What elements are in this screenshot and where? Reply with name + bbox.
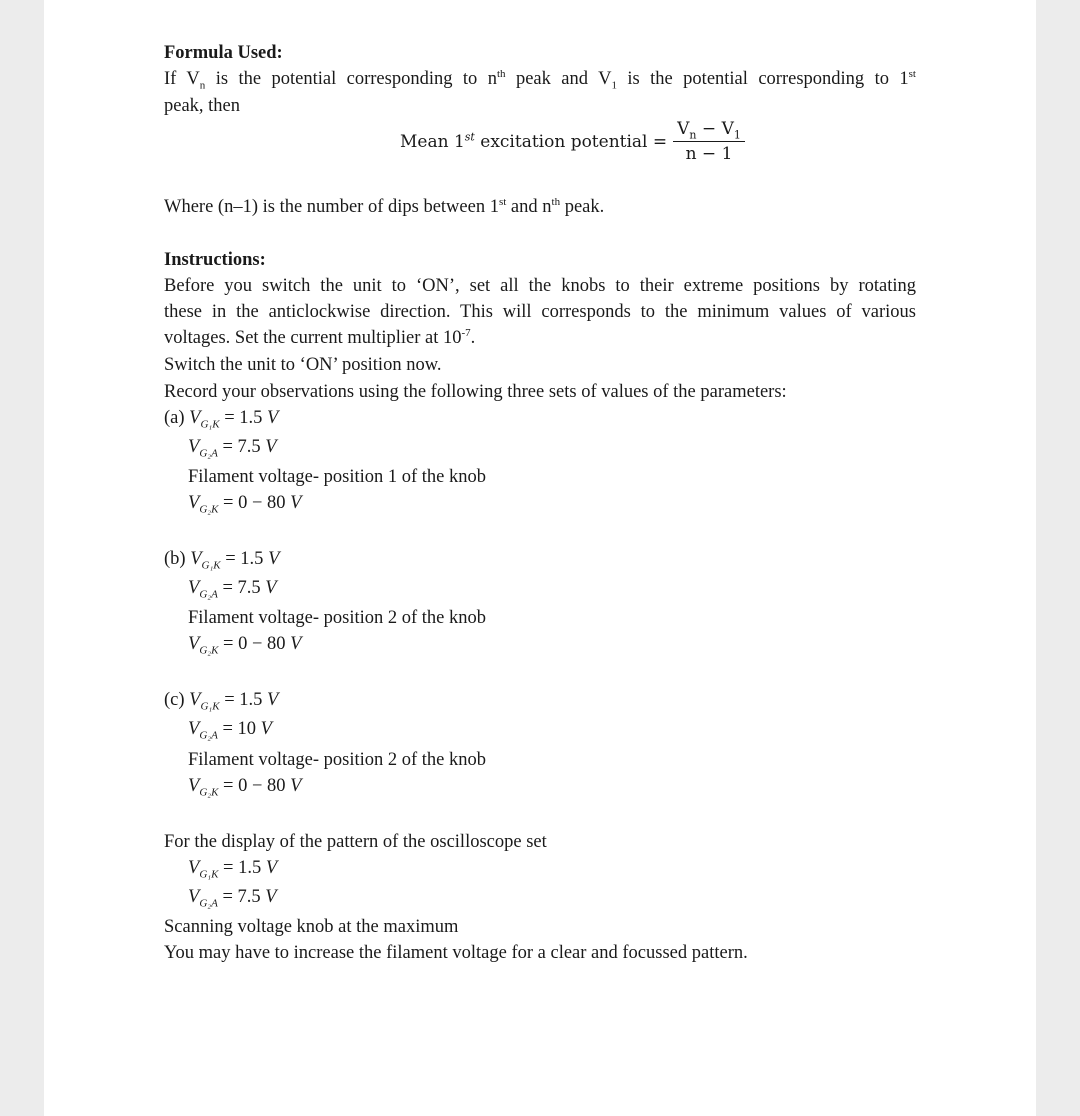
fraction-denominator: n − 1 (685, 144, 733, 164)
oscilloscope-filament-note: You may have to increase the filament voltage for a clear and focussed pattern. (164, 943, 748, 963)
set-a-g2k: $V_{G_2K} = 0 - 80$ V (188, 493, 302, 516)
set-b-g1k: (b) $V_{G_1K} = 1.5$ V (164, 549, 280, 572)
fraction-numerator: $V_n - V_1$ (673, 118, 745, 142)
instructions-para-line3: voltages. Set the current multiplier at $10^{-7}$. (164, 326, 476, 348)
oscilloscope-intro: For the display of the pattern of the oscilloscope set (164, 832, 547, 852)
instructions-para-line2: these in the anticlockwise direction. This will corresponds to the minimum values of various (164, 302, 916, 322)
formula-intro-line1: If $V_n$ is the potential corresponding to $n^{th}$ peak and $V_1$ is the potential corresponding to 1st (164, 67, 916, 92)
set-b-g2k: $V_{G_2K} = 0 - 80$ V (188, 634, 302, 657)
equation-fraction (673, 118, 745, 165)
set-b-g2a: $V_{G_2A} = 7.5$ V (188, 578, 277, 601)
formula-heading: Formula Used: (164, 43, 283, 63)
formula-intro-line2: peak, then (164, 96, 241, 116)
set-c-g2k: $V_{G_2K} = 0 - 80$ V (188, 776, 302, 799)
set-a-g1k: (a) $V_{G_1K} = 1.5$ V (164, 408, 279, 431)
oscilloscope-g1k: $V_{G_1K} = 1.5$ V (188, 858, 278, 881)
set-c-filament: Filament voltage- position 2 of the knob (188, 750, 487, 770)
set-a-g2a: $V_{G_2A} = 7.5$ V (188, 437, 277, 460)
mean-excitation-equation (400, 118, 745, 165)
set-c-g1k: (c) $V_{G_1K} = 1.5$ V (164, 690, 279, 713)
set-b-filament: Filament voltage- position 2 of the knob (188, 608, 487, 628)
instructions-record-line: Record your observations using the following three sets of values of the parameters: (164, 382, 787, 402)
instructions-switch-line: Switch the unit to ‘ON’ position now. (164, 355, 442, 375)
set-a-filament: Filament voltage- position 1 of the knob (188, 467, 487, 487)
equation-label: Mean 1st excitation potential = (400, 129, 668, 152)
instructions-para-line1: Before you switch the unit to ‘ON’, set all the knobs to their extreme positions by rotating (164, 276, 916, 296)
oscilloscope-g2a: $V_{G_2A} = 7.5$ V (188, 887, 277, 910)
set-c-g2a: $V_{G_2A} = 10$ V (188, 719, 272, 742)
formula-where-line: Where (n–1) is the number of dips between 1st and $n^{th}$ peak. (164, 195, 605, 217)
document-page (44, 0, 1036, 1116)
instructions-heading: Instructions: (164, 250, 266, 270)
oscilloscope-scanning: Scanning voltage knob at the maximum (164, 917, 459, 937)
